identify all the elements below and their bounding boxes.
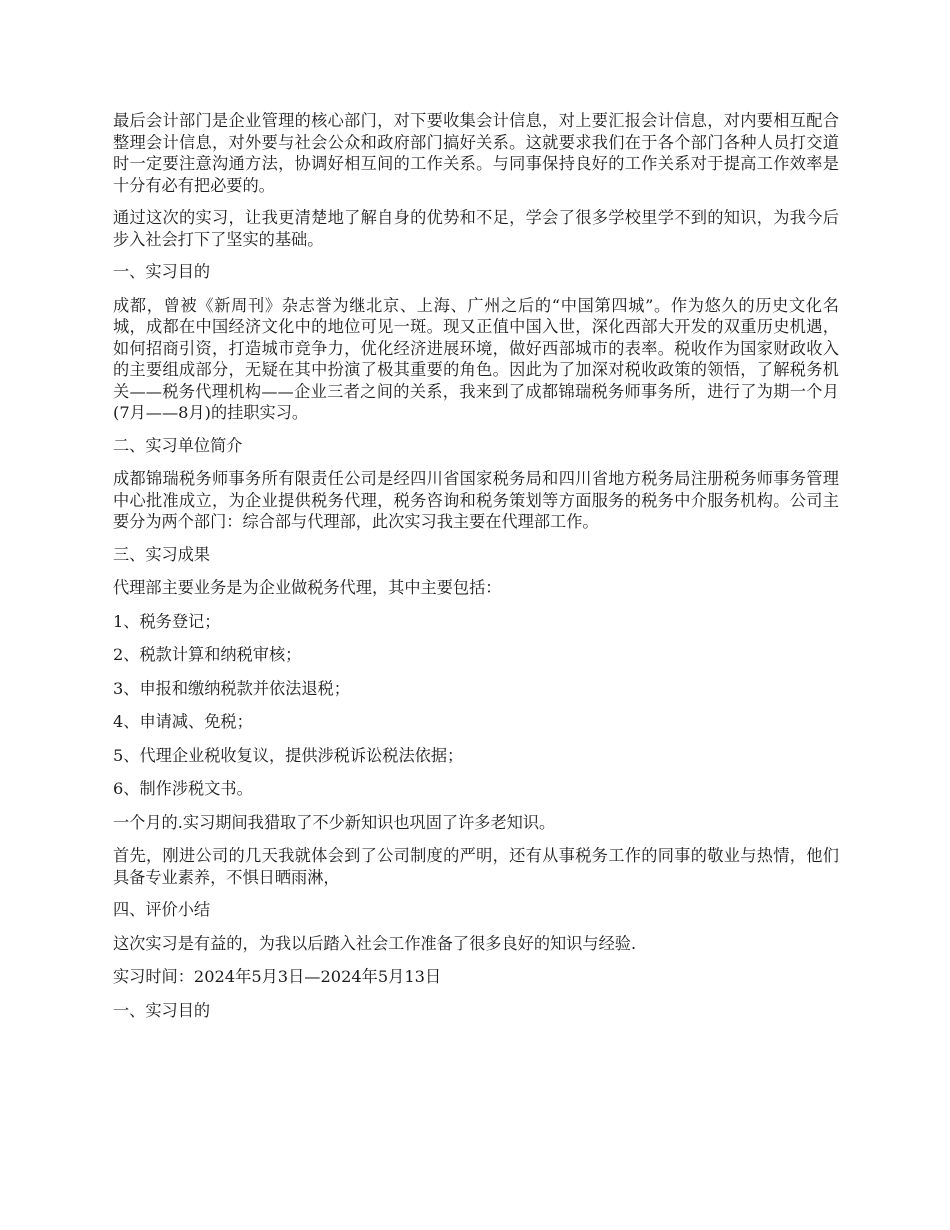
paragraph-accounting-dept: 最后会计部门是企业管理的核心部门，对下要收集会计信息，对上要汇报会计信息，对内要相互配合整理会计信息，对外要与社会公众和政府部门搞好关系。这就要求我们在于各个部门各种人员打交道时一定要注意沟通方法，协调好相互间的工作关系。与同事保持良好的工作关系对于提高工作效率是十分有必有把必要的。 (113, 111, 839, 195)
document-body (113, 110, 839, 1033)
list-item-1: 1、税务登记； (113, 611, 221, 631)
paragraph-month-summary: 一个月的.实习期间我猎取了不少新知识也巩固了许多老知识。 (113, 812, 556, 832)
heading-internship-purpose-2: 一、实习目的 (113, 1000, 211, 1020)
list-item-4: 4、申请减、免税； (113, 712, 253, 731)
paragraph-internship-gain: 通过这次的实习，让我更清楚地了解自身的优势和不足，学会了很多学校里学不到的知识，为我今后步入社会打下了坚实的基础。 (113, 208, 839, 249)
heading-internship-purpose: 一、实习目的 (113, 262, 211, 281)
paragraph-chengdu-intro: 成都，曾被《新周刊》杂志誉为继北京、上海、广州之后的“中国第四城”。作为悠久的历史文化名城，成都在中国经济文化中的地位可见一斑。现又正值中国入世，深化西部大开发的双重历史机遇，如何招商引资，打造城市竞争力，优化经济进展环境，做好西部城市的表率。税收作为国家财政收入的主要组成部分，无疑在其中扮演了极其重要的角色。因此为了加深对税收政策的领悟，了解税务机关——税务代理机构——企业三者之间的关系，我来到了成都锦瑞税务师事务所，进行了为期一个月(7月——8月)的挂职实习。 (113, 295, 839, 422)
heading-evaluation-summary: 四、评价小结 (113, 900, 211, 919)
list-item-3: 3、申报和缴纳税款并依法退税； (113, 678, 350, 698)
list-item-2: 2、税款计算和纳税审核； (113, 645, 302, 664)
paragraph-agency-business: 代理部主要业务是为企业做税务代理，其中主要包括： (113, 578, 502, 597)
paragraph-company-intro: 成都锦瑞税务师事务所有限责任公司是经四川省国家税务局和四川省地方税务局注册税务师事务管理中心批准成立，为企业提供税务代理，税务咨询和税务策划等方面服务的税务中介服务机构。公司主要分为两个部门：综合部与代理部，此次实习我主要在代理部工作。 (113, 469, 839, 531)
paragraph-internship-time: 实习时间：2024年5月3日—2024年5月13日 (113, 967, 442, 986)
list-item-5: 5、代理企业税收复议，提供涉税诉讼税法依据； (113, 745, 464, 765)
paragraph-beneficial: 这次实习是有益的，为我以后踏入社会工作准备了很多良好的知识与经验. (113, 933, 637, 953)
heading-internship-results: 三、实习成果 (113, 544, 211, 564)
list-item-6: 6、制作涉税文书。 (113, 779, 253, 798)
paragraph-first-impression: 首先，刚进公司的几天我就体会到了公司制度的严明，还有从事税务工作的同事的敬业与热情，他们具备专业素养，不惧日晒雨淋， (113, 846, 839, 887)
heading-unit-intro: 二、实习单位简介 (113, 435, 243, 455)
